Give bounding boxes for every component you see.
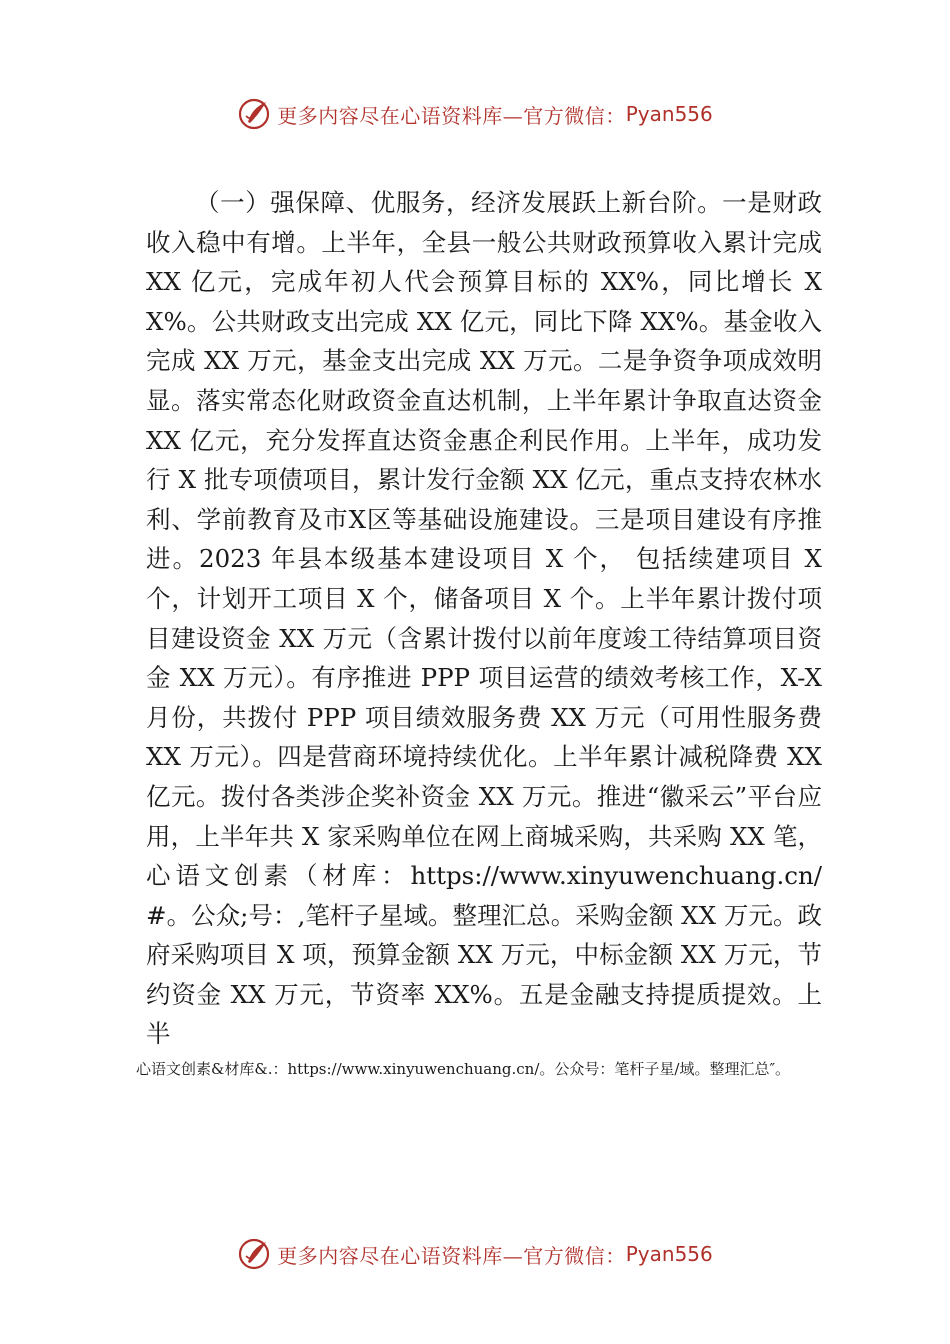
footer-banner [0,1232,950,1276]
banner-text: 更多内容尽在心语资料库—官方微信： [277,103,626,128]
banner-wechat-id: Pyan556 [625,1242,713,1266]
body-paragraph: （一）强保障、优服务，经济发展跃上新台阶。一是财政收入稳中有增。上半年，全县一般公共财政预算收入累计完成 XX 亿元，完成年初人代会预算目标的 XX%，同比增长 XX%。公共财政支出完成 XX 亿元，同比下降 XX%。基金收入完成 XX 万元，基金支出完成 XX 万元。二是争资争项成效明显。落实常态化财政资金直达机制，上半年累计争取直达资金 XX 亿元，充分发挥直达资金惠企利民作用。上半年，成功发行 X 批专项债项目，累计发行金额 XX 亿元，重点支持农林水利、学前教育及市X区等基础设施建设。三是项目建设有序推进。2023 年县本级基本建设项目 X 个， 包括续建项目 X 个，计划开工项目 X 个，储备项目 X 个。上半年累计拨付项目建设资金 XX 万元（含累计拨付以前年度竣工待结算项目资金 XX 万元）。有序推进 PPP 项目运营的绩效考核工作，X-X 月份，共拨付 PPP 项目绩效服务费 XX 万元（可用性服务费 XX 万元）。四是营商环境持续优化。上半年累计减税降费 XX 亿元。拨付各类涉企奖补资金 XX 万元。推进“徽采云”平台应用，上半年共 X 家采购单位在网上商城采购，共采购 XX 笔，心语文创素（材库：https://www.xinyuwenchuang.cn/#。公众;号：,笔杆子星域。整理汇总。采购金额 XX 万元。政府采购项目 X 项，预算金额 XX 万元，中标金额 XX 万元，节约资金 XX 万元，节资率 XX%。五是金融支持提质提效。上半 [146,188,822,1049]
brand-logo-icon [237,1236,273,1272]
header-banner [0,92,950,136]
banner-wechat-id: Pyan556 [625,102,713,126]
brand-logo-icon [237,96,273,132]
footnote: 心语文创素&材库&.：https://www.xinyuwenchuang.cn/。公众号：笔杆子星/域。整理汇总″。 [136,1060,791,1078]
banner-text: 更多内容尽在心语资料库—官方微信： [277,1243,626,1268]
